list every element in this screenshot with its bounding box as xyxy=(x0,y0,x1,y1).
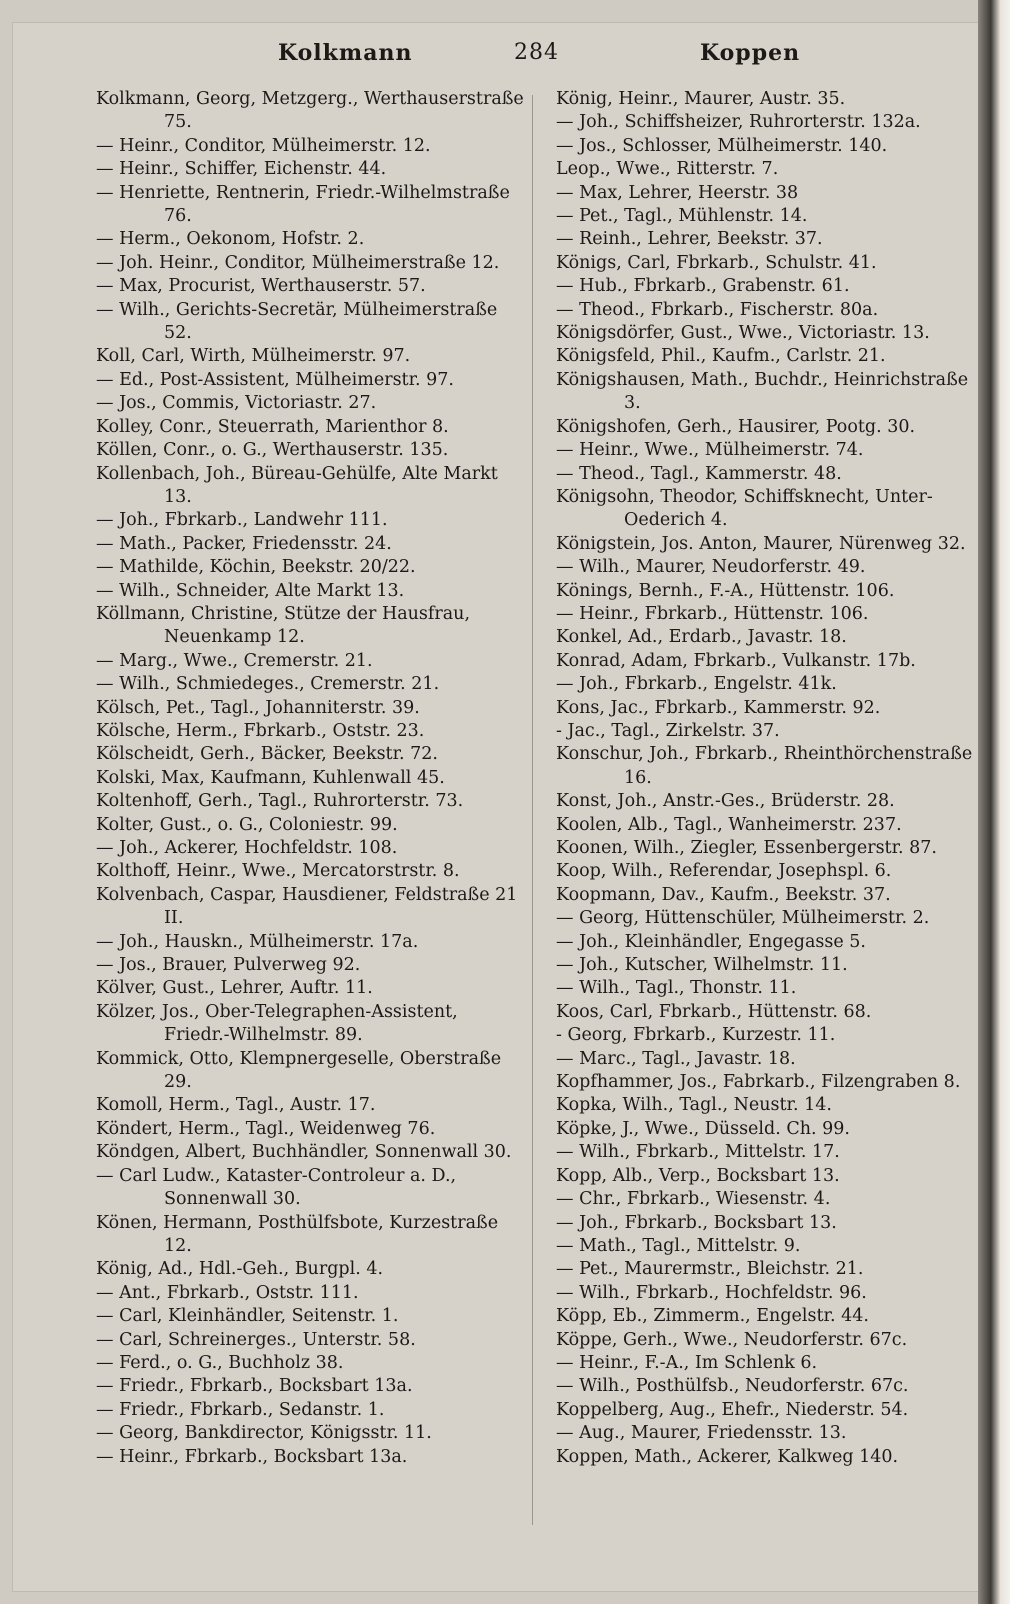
directory-entry: Kolthoff, Heinr., Wwe., Mercatorstrstr. 8. xyxy=(96,861,460,882)
directory-entry: — Herm., Oekonom, Hofstr. 2. xyxy=(96,229,365,250)
directory-entry: Köpke, J., Wwe., Düsseld. Ch. 99. xyxy=(556,1118,850,1139)
directory-entry: — Joh., Ackerer, Hochfeldstr. 108. xyxy=(96,838,398,858)
directory-entry: — Aug., Maurer, Friedensstr. 13. xyxy=(556,1423,847,1444)
directory-entry: — Heinr., Schiffer, Eichenstr. 44. xyxy=(96,159,387,180)
directory-entry: - Jac., Tagl., Zirkelstr. 37. xyxy=(556,720,780,741)
directory-entry: — Henriette, Rentnerin, Friedr.-Wilhelmstraße 76. xyxy=(96,182,510,227)
directory-entry: — Chr., Fbrkarb., Wiesenstr. 4. xyxy=(556,1189,831,1210)
directory-entry: — Wilh., Schmiedeges., Cremerstr. 21. xyxy=(96,674,440,695)
directory-entry: - Georg, Fbrkarb., Kurzestr. 11. xyxy=(556,1025,836,1046)
directory-entry: Köndgen, Albert, Buchhändler, Sonnenwall 30. xyxy=(96,1142,512,1163)
directory-entry: — Theod., Fbrkarb., Fischerstr. 80a. xyxy=(556,299,879,320)
directory-entry: — Pet., Tagl., Mühlenstr. 14. xyxy=(556,206,808,227)
directory-entry: Köndert, Herm., Tagl., Weidenweg 76. xyxy=(96,1118,436,1139)
directory-entry: Königshofen, Gerh., Hausirer, Pootg. 30. xyxy=(556,416,916,437)
directory-entry: — Pet., Maurermstr., Bleichstr. 21. xyxy=(556,1259,864,1280)
directory-entry: — Wilh., Schneider, Alte Markt 13. xyxy=(96,580,405,601)
directory-entry: Leop., Wwe., Ritterstr. 7. xyxy=(556,159,779,180)
directory-entry: — Carl Ludw., Kataster-Controleur a. D., Sonnenwall 30. xyxy=(96,1165,457,1210)
directory-entry: Kölver, Gust., Lehrer, Auftr. 11. xyxy=(96,978,373,999)
right-column xyxy=(556,88,988,1469)
directory-entry: — Friedr., Fbrkarb., Bocksbart 13a. xyxy=(96,1376,413,1397)
directory-entry: Königs, Carl, Fbrkarb., Schulstr. 41. xyxy=(556,252,877,273)
directory-entry: — Georg, Hüttenschüler, Mülheimerstr. 2. xyxy=(556,908,930,929)
directory-entry: — Reinh., Lehrer, Beekstr. 37. xyxy=(556,229,823,250)
directory-entry: — Joh., Kutscher, Wilhelmstr. 11. xyxy=(556,955,848,976)
directory-entry: Könings, Bernh., F.-A., Hüttenstr. 106. xyxy=(556,580,895,601)
directory-entry: Köppe, Gerh., Wwe., Neudorferstr. 67c. xyxy=(556,1329,908,1350)
directory-entry: Konst, Joh., Anstr.-Ges., Brüderstr. 28. xyxy=(556,791,895,812)
directory-entry: — Theod., Tagl., Kammerstr. 48. xyxy=(556,463,842,484)
directory-entry: Komoll, Herm., Tagl., Austr. 17. xyxy=(96,1095,376,1116)
directory-entry: Königsdörfer, Gust., Wwe., Victoriastr. 13. xyxy=(556,323,930,344)
directory-entry: Koopmann, Dav., Kaufm., Beekstr. 37. xyxy=(556,884,891,905)
directory-entry: König, Ad., Hdl.-Geh., Burgpl. 4. xyxy=(96,1259,384,1280)
directory-entry: Kolkmann, Georg, Metzgerg., Werthauserstraße 75. xyxy=(96,89,524,133)
directory-entry: Kollenbach, Joh., Büreau-Gehülfe, Alte Markt 13. xyxy=(96,463,498,507)
directory-entry: — Jos., Brauer, Pulverweg 92. xyxy=(96,955,361,976)
directory-entry: Koppen, Math., Ackerer, Kalkweg 140. xyxy=(556,1446,899,1467)
directory-entry: — Jos., Commis, Victoriastr. 27. xyxy=(96,393,377,414)
directory-entry: Koltenhoff, Gerh., Tagl., Ruhrorterstr. 73. xyxy=(96,791,464,812)
directory-entry: — Math., Packer, Friedensstr. 24. xyxy=(96,533,392,554)
directory-entry: — Joh. Heinr., Conditor, Mülheimerstraße 12. xyxy=(96,252,500,273)
directory-entry: — Heinr., F.-A., Im Schlenk 6. xyxy=(556,1352,818,1373)
directory-entry: Kolley, Conr., Steuerrath, Marienthor 8. xyxy=(96,416,449,437)
directory-entry: Königsohn, Theodor, Schiffsknecht, Unter-Oederich 4. xyxy=(556,486,933,531)
directory-entry: — Joh., Fbrkarb., Bocksbart 13. xyxy=(556,1212,837,1233)
directory-entry: — Max, Lehrer, Heerstr. 38 xyxy=(556,182,799,203)
directory-entry: Königsfeld, Phil., Kaufm., Carlstr. 21. xyxy=(556,346,886,367)
directory-entry: — Wilh., Tagl., Thonstr. 11. xyxy=(556,978,797,999)
directory-entry: — Ed., Post-Assistent, Mülheimerstr. 97. xyxy=(96,369,454,390)
directory-entry: Königstein, Jos. Anton, Maurer, Nürenweg 32. xyxy=(556,533,966,554)
directory-entry: Konschur, Joh., Fbrkarb., Rheinthörchenstraße 16. xyxy=(556,744,973,788)
directory-entry: — Wilh., Posthülfsb., Neudorferstr. 67c. xyxy=(556,1376,909,1397)
directory-entry: Kopka, Wilh., Tagl., Neustr. 14. xyxy=(556,1095,832,1116)
directory-entry: — Wilh., Maurer, Neudorferstr. 49. xyxy=(556,557,866,578)
directory-entry: — Math., Tagl., Mittelstr. 9. xyxy=(556,1235,801,1256)
directory-entry: Kopfhammer, Jos., Fabrkarb., Filzengraben 8. xyxy=(556,1072,961,1093)
directory-entry: — Marc., Tagl., Javastr. 18. xyxy=(556,1048,796,1069)
directory-entry: — Ant., Fbrkarb., Oststr. 111. xyxy=(96,1282,359,1303)
directory-entry: Konrad, Adam, Fbrkarb., Vulkanstr. 17b. xyxy=(556,650,916,671)
directory-entry: Köllen, Conr., o. G., Werthauserstr. 135. xyxy=(96,440,449,461)
directory-entry: — Jos., Schlosser, Mülheimerstr. 140. xyxy=(556,135,888,156)
directory-entry: Koop, Wilh., Referendar, Josephspl. 6. xyxy=(556,861,892,882)
directory-entry: — Joh., Kleinhändler, Engegasse 5. xyxy=(556,931,866,952)
directory-entry: Kolter, Gust., o. G., Coloniestr. 99. xyxy=(96,814,398,835)
directory-entry: Kölsche, Herm., Fbrkarb., Oststr. 23. xyxy=(96,720,425,741)
directory-entry: Köpp, Eb., Zimmerm., Engelstr. 44. xyxy=(556,1306,869,1327)
directory-entry: Kons, Jac., Fbrkarb., Kammerstr. 92. xyxy=(556,697,881,718)
page-number: 284 xyxy=(514,40,559,65)
directory-entry: Koppelberg, Aug., Ehefr., Niederstr. 54. xyxy=(556,1399,909,1420)
header-right-word: Koppen xyxy=(700,40,801,66)
directory-entry: Köllmann, Christine, Stütze der Hausfrau, Neuenkamp 12. xyxy=(96,603,471,648)
directory-entry: — Mathilde, Köchin, Beekstr. 20/22. xyxy=(96,557,416,578)
directory-entry: — Heinr., Fbrkarb., Hüttenstr. 106. xyxy=(556,603,869,624)
directory-entry: — Joh., Schiffsheizer, Ruhrorterstr. 132a. xyxy=(556,112,921,133)
directory-entry: Kölzer, Jos., Ober-Telegraphen-Assistent, Friedr.-Wilhelmstr. 89. xyxy=(96,1001,458,1046)
directory-entry: Kölsch, Pet., Tagl., Johanniterstr. 39. xyxy=(96,697,420,718)
directory-entry: — Hub., Fbrkarb., Grabenstr. 61. xyxy=(556,276,850,297)
directory-entry: Kommick, Otto, Klempnergeselle, Oberstraße 29. xyxy=(96,1048,502,1093)
directory-entry: — Joh., Fbrkarb., Engelstr. 41k. xyxy=(556,674,837,695)
directory-entry: Koll, Carl, Wirth, Mülheimerstr. 97. xyxy=(96,346,411,367)
directory-entry: Koolen, Alb., Tagl., Wanheimerstr. 237. xyxy=(556,814,902,835)
directory-entry: — Heinr., Fbrkarb., Bocksbart 13a. xyxy=(96,1446,408,1467)
directory-entry: — Joh., Hauskn., Mülheimerstr. 17a. xyxy=(96,931,419,952)
directory-entry: Koonen, Wilh., Ziegler, Essenbergerstr. 87. xyxy=(556,838,937,858)
directory-entry: Könen, Hermann, Posthülfsbote, Kurzestraße 12. xyxy=(96,1212,499,1256)
directory-entry: — Georg, Bankdirector, Königsstr. 11. xyxy=(96,1423,432,1444)
directory-entry: — Friedr., Fbrkarb., Sedanstr. 1. xyxy=(96,1399,385,1420)
directory-entry: — Wilh., Gerichts-Secretär, Mülheimerstraße 52. xyxy=(96,299,498,344)
directory-entry: Kopp, Alb., Verp., Bocksbart 13. xyxy=(556,1165,840,1186)
directory-entry: Kölscheidt, Gerh., Bäcker, Beekstr. 72. xyxy=(96,744,438,765)
directory-entry: Königshausen, Math., Buchdr., Heinrichstraße 3. xyxy=(556,369,969,414)
directory-entry: — Wilh., Fbrkarb., Hochfeldstr. 96. xyxy=(556,1282,867,1303)
directory-entry: — Wilh., Fbrkarb., Mittelstr. 17. xyxy=(556,1142,840,1163)
directory-entry: — Heinr., Conditor, Mülheimerstr. 12. xyxy=(96,135,431,156)
directory-entry: — Ferd., o. G., Buchholz 38. xyxy=(96,1352,344,1373)
directory-entry: — Max, Procurist, Werthauserstr. 57. xyxy=(96,276,426,297)
left-column xyxy=(96,88,526,1469)
directory-entry: — Carl, Kleinhändler, Seitenstr. 1. xyxy=(96,1306,399,1327)
column-divider xyxy=(532,95,533,1525)
directory-entry: König, Heinr., Maurer, Austr. 35. xyxy=(556,89,846,109)
directory-entry: Koos, Carl, Fbrkarb., Hüttenstr. 68. xyxy=(556,1001,872,1022)
directory-entry: — Marg., Wwe., Cremerstr. 21. xyxy=(96,650,373,671)
page-header xyxy=(0,40,1010,76)
directory-entry: Konkel, Ad., Erdarb., Javastr. 18. xyxy=(556,627,847,648)
header-left-word: Kolkmann xyxy=(278,40,413,66)
directory-entry: — Carl, Schreinerges., Unterstr. 58. xyxy=(96,1329,416,1350)
directory-entry: — Joh., Fbrkarb., Landwehr 111. xyxy=(96,510,388,531)
directory-entry: Kolski, Max, Kaufmann, Kuhlenwall 45. xyxy=(96,767,445,788)
directory-entry: Kolvenbach, Caspar, Hausdiener, Feldstraße 21 II. xyxy=(96,884,518,929)
directory-entry: — Heinr., Wwe., Mülheimerstr. 74. xyxy=(556,440,864,461)
